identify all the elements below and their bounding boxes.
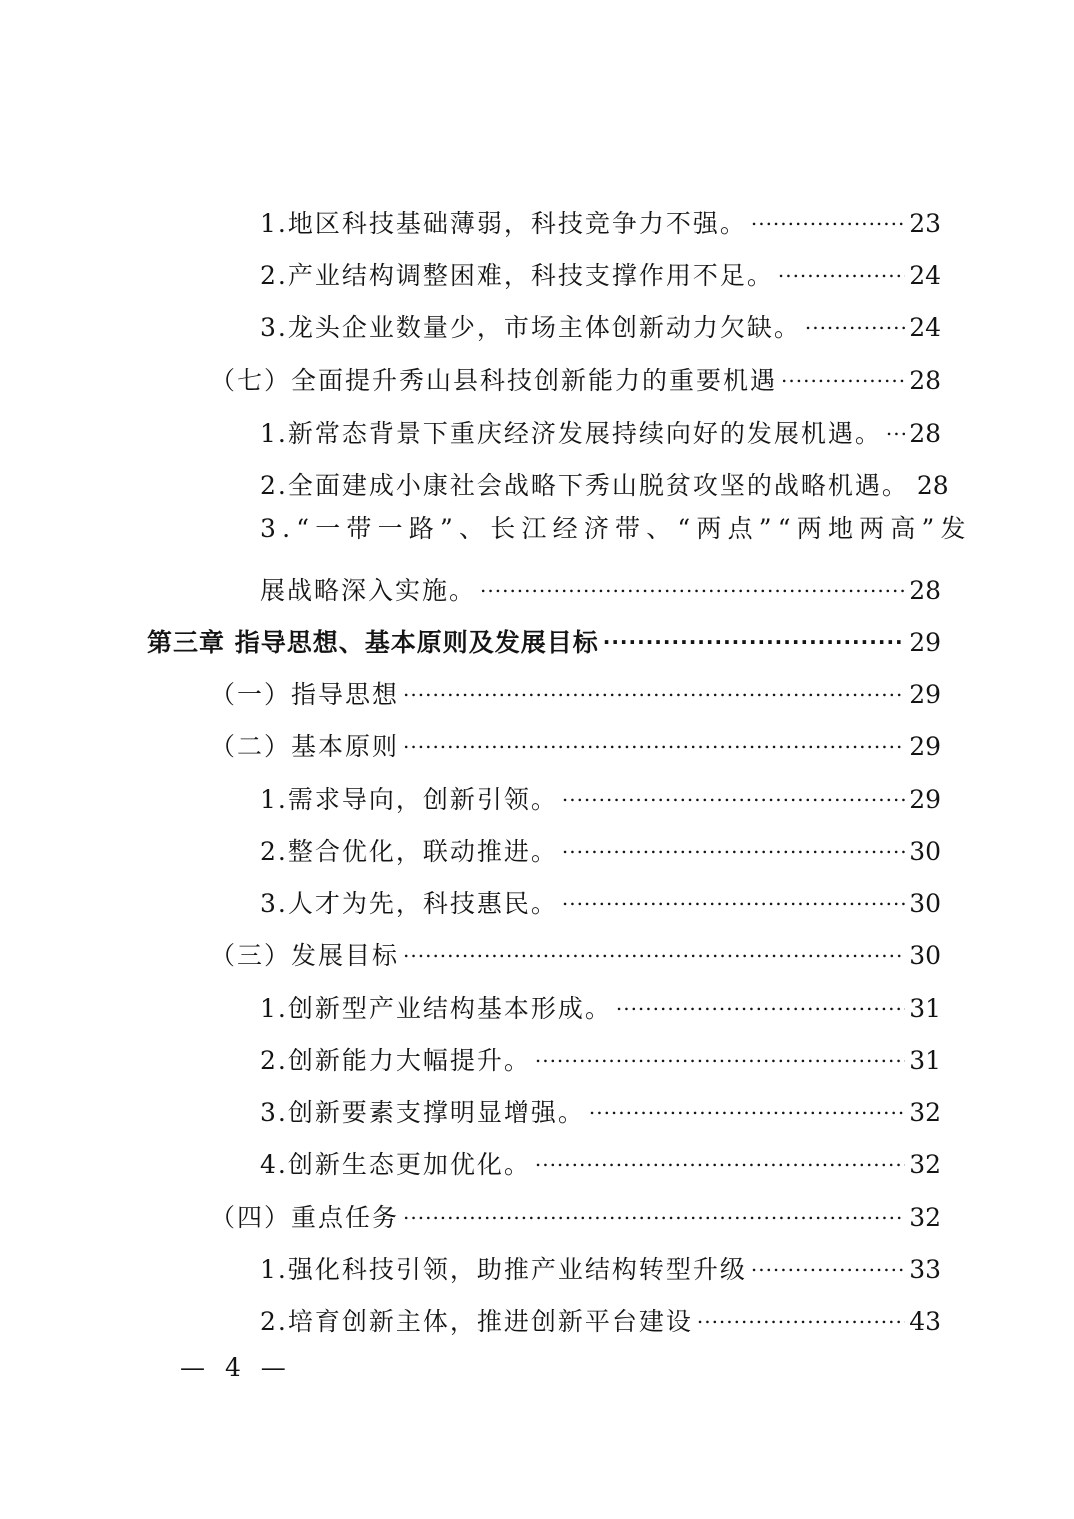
toc-leader-dots (562, 826, 905, 860)
toc-entry-page: 28 (909, 576, 941, 605)
toc-entry[interactable] (210, 669, 941, 709)
toc-leader-dots (403, 930, 905, 964)
toc-entry[interactable] (210, 930, 941, 970)
toc-entry-page: 29 (909, 785, 941, 814)
toc-entry[interactable] (260, 250, 941, 290)
toc-entry-page: 43 (909, 1307, 941, 1336)
toc-entry-title: 3.人才为先，科技惠民。 (260, 889, 558, 918)
toc-entry-page: 30 (909, 837, 941, 866)
toc-entry-title: 3.龙头企业数量少，市场主体创新动力欠缺。 (260, 313, 801, 342)
toc-entry[interactable] (260, 1296, 941, 1336)
toc-leader-dots (403, 1192, 905, 1226)
toc-entry-title: 1.创新型产业结构基本形成。 (260, 994, 612, 1023)
toc-leader-dots (805, 302, 905, 336)
toc-entry-page: 32 (909, 1150, 941, 1179)
toc-entry-title: 3.创新要素支撑明显增强。 (260, 1098, 585, 1127)
toc-leader-dots (603, 617, 905, 651)
toc-leader-dots (616, 983, 905, 1017)
toc-entry-page: 29 (909, 732, 941, 761)
toc-entry[interactable] (260, 826, 941, 866)
toc-entry[interactable] (210, 1192, 941, 1232)
toc-entry-title: 1.新常态背景下重庆经济发展持续向好的发展机遇。 (260, 419, 882, 448)
toc-entry-page: 30 (909, 889, 941, 918)
toc-entry[interactable] (210, 355, 941, 395)
toc-entry-page: 32 (909, 1203, 941, 1232)
toc-entry-page: 28 (909, 419, 941, 448)
toc-entry[interactable] (260, 1139, 941, 1179)
toc-entry-page: 33 (909, 1255, 941, 1284)
toc-leader-dots (480, 565, 905, 599)
toc-leader-dots (403, 721, 905, 755)
toc-entry-page: 24 (909, 261, 941, 290)
toc-entry[interactable] (260, 408, 941, 448)
toc-leader-dots (781, 355, 905, 389)
toc-entry-page: 29 (909, 628, 941, 657)
toc-entry-page: 31 (909, 994, 941, 1023)
toc-entry[interactable] (260, 1087, 941, 1127)
toc-entry-title: （七）全面提升秀山县科技创新能力的重要机遇 (210, 366, 778, 395)
toc-entry-title: 4.创新生态更加优化。 (260, 1150, 531, 1179)
toc-entry[interactable] (260, 460, 949, 500)
toc-leader-dots (589, 1087, 905, 1121)
toc-entry-page: 28 (909, 366, 941, 395)
toc-entry-page: 30 (909, 941, 941, 970)
toc-entry-title: 2.全面建成小康社会战略下秀山脱贫攻坚的战略机遇。 (260, 471, 909, 500)
toc-entry[interactable] (260, 302, 941, 342)
toc-entry-page: 29 (909, 680, 941, 709)
toc-entry[interactable] (210, 721, 941, 761)
toc-entry-title: 3.“一带一路”、长江经济带、“两点”“两地两高”发 (260, 514, 972, 543)
toc-entry-title: 2.培育创新主体，推进创新平台建设 (260, 1307, 693, 1336)
toc-entry-page: 31 (909, 1046, 941, 1075)
toc-entry-title: （一）指导思想 (210, 680, 400, 709)
toc-entry-title: 第三章 指导思想、基本原则及发展目标 (147, 628, 599, 657)
toc-leader-dots (403, 669, 905, 703)
toc-entry[interactable] (260, 983, 941, 1023)
toc-entry-title: （三）发展目标 (210, 941, 400, 970)
toc-entry-title: （二）基本原则 (210, 732, 400, 761)
toc-leader-dots (562, 878, 905, 912)
toc-entry-title: 2.创新能力大幅提升。 (260, 1046, 531, 1075)
toc-entry-page: 28 (916, 471, 949, 500)
toc-leader-dots (886, 408, 905, 442)
toc-entry-title: 1.强化科技引领，助推产业结构转型升级 (260, 1255, 747, 1284)
toc-entry-title: 1.地区科技基础薄弱，科技竞争力不强。 (260, 209, 747, 238)
toc-leader-dots (535, 1139, 905, 1173)
toc-entry-title: 2.整合优化，联动推进。 (260, 837, 558, 866)
toc-entry[interactable] (260, 1035, 941, 1075)
toc-entry-title: 1.需求导向，创新引领。 (260, 785, 558, 814)
toc-entry-page: 32 (909, 1098, 941, 1127)
toc-leader-dots (697, 1296, 905, 1330)
toc-entry[interactable] (260, 1244, 941, 1284)
toc-leader-dots (751, 1244, 905, 1278)
toc-entry-page: 24 (909, 313, 941, 342)
toc-entry[interactable] (260, 565, 941, 605)
toc-entry-page: 23 (909, 209, 941, 238)
toc-leader-dots (562, 774, 905, 808)
toc-entry[interactable] (260, 878, 941, 918)
toc-leader-dots (778, 250, 905, 284)
toc-entry-title: 展战略深入实施。 (260, 576, 477, 605)
toc-entry-title: （四）重点任务 (210, 1203, 400, 1232)
toc-entry[interactable] (260, 774, 941, 814)
toc-leader-dots (535, 1035, 905, 1069)
toc-chapter-entry[interactable] (147, 617, 941, 657)
toc-leader-dots (751, 198, 905, 232)
toc-entry-wrapped-line[interactable] (260, 512, 972, 546)
toc-entry-title: 2.产业结构调整困难，科技支撑作用不足。 (260, 261, 774, 290)
toc-entry[interactable] (260, 198, 941, 238)
page-number: — 4 — (180, 1353, 292, 1382)
